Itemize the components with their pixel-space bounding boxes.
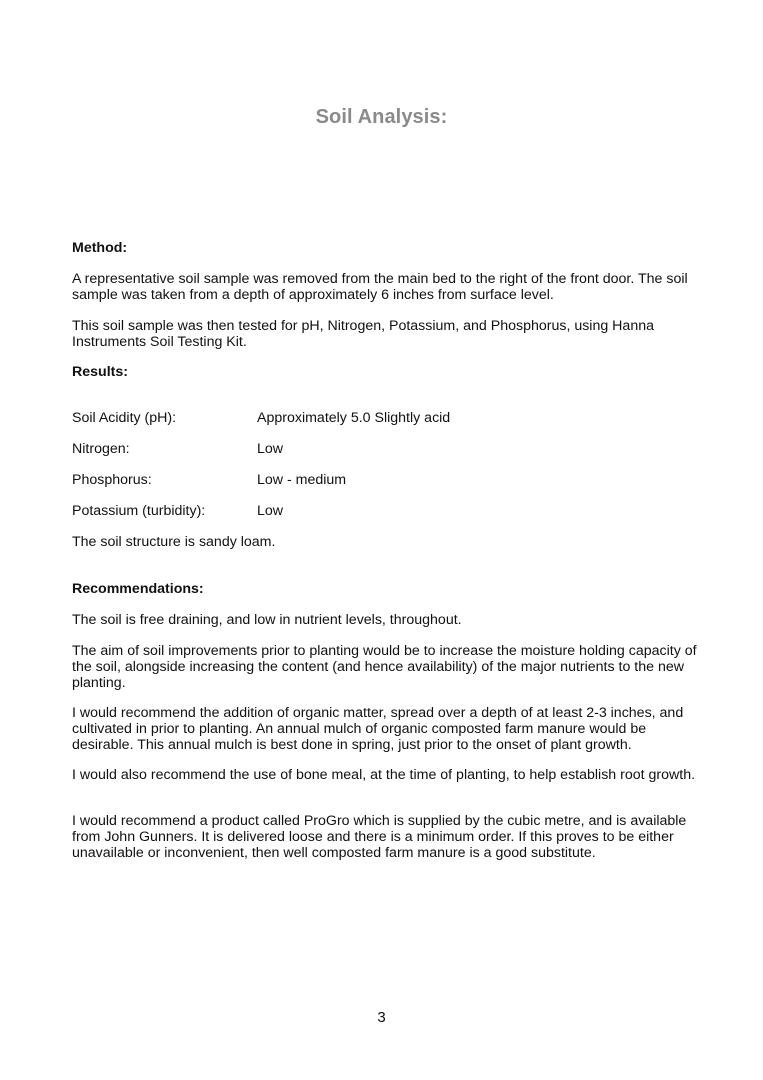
result-row-potassium [72,503,697,519]
result-value: Low - medium [257,472,347,488]
method-paragraph-2 [72,318,697,350]
page-title: Soil Analysis: [315,106,448,128]
result-label: Nitrogen: [72,441,130,457]
result-label: Soil Acidity (pH): [72,410,177,426]
recommendations-heading: Recommendations: [72,581,204,597]
page-number: 3 [377,1009,386,1026]
result-label: Phosphorus: [72,472,152,488]
recommendation-text: The soil is free draining, and low in nutrient levels, throughout. [72,612,462,628]
recommendation-text: I would recommend a product called ProGro which is supplied by the cubic metre, and is available from John Gunners. It is delivered loose and there is a minimum order. If this proves to be either unavailable or inconvenient, then well composted farm manure is a good substitute. [72,813,687,861]
recommendation-text: The aim of soil improvements prior to planting would be to increase the moisture holding capacity of the soil, alongside increasing the content (and hence availability) of the major nutrients to the new planting. [72,643,697,691]
method-heading: Method: [72,240,128,256]
soil-structure-text: The soil structure is sandy loam. [72,534,276,550]
method-paragraph-1 [72,271,697,303]
result-label: Potassium (turbidity): [72,503,206,519]
result-value: Approximately 5.0 Slightly acid [257,410,451,426]
result-row-nitrogen [72,441,697,457]
recommendation-paragraph-5 [72,813,697,861]
recommendation-paragraph-1 [72,612,697,628]
recommendation-paragraph-2 [72,643,697,691]
method-paragraph-text: A representative soil sample was removed from the main bed to the right of the front door. The soil sample was taken from a depth of approximately 6 inches from surface level. [72,271,688,303]
recommendation-paragraph-4 [72,767,697,783]
result-value: Low [257,503,284,519]
result-row-phosphorus [72,472,697,488]
method-paragraph-text: This soil sample was then tested for pH, Nitrogen, Potassium, and Phosphorus, using Hanna Instruments Soil Testing Kit. [72,318,654,350]
recommendation-paragraph-3 [72,705,697,753]
results-heading: Results: [72,364,128,380]
recommendation-text: I would recommend the addition of organic matter, spread over a depth of at least 2-3 inches, and cultivated in prior to planting. An annual mulch of organic composted farm manure would be desirable. This annual mulch is best done in spring, just prior to the onset of plant growth. [72,705,684,753]
result-value: Low [257,441,284,457]
recommendation-text: I would also recommend the use of bone meal, at the time of planting, to help establish root growth. [72,767,696,783]
result-row-ph [72,410,697,426]
